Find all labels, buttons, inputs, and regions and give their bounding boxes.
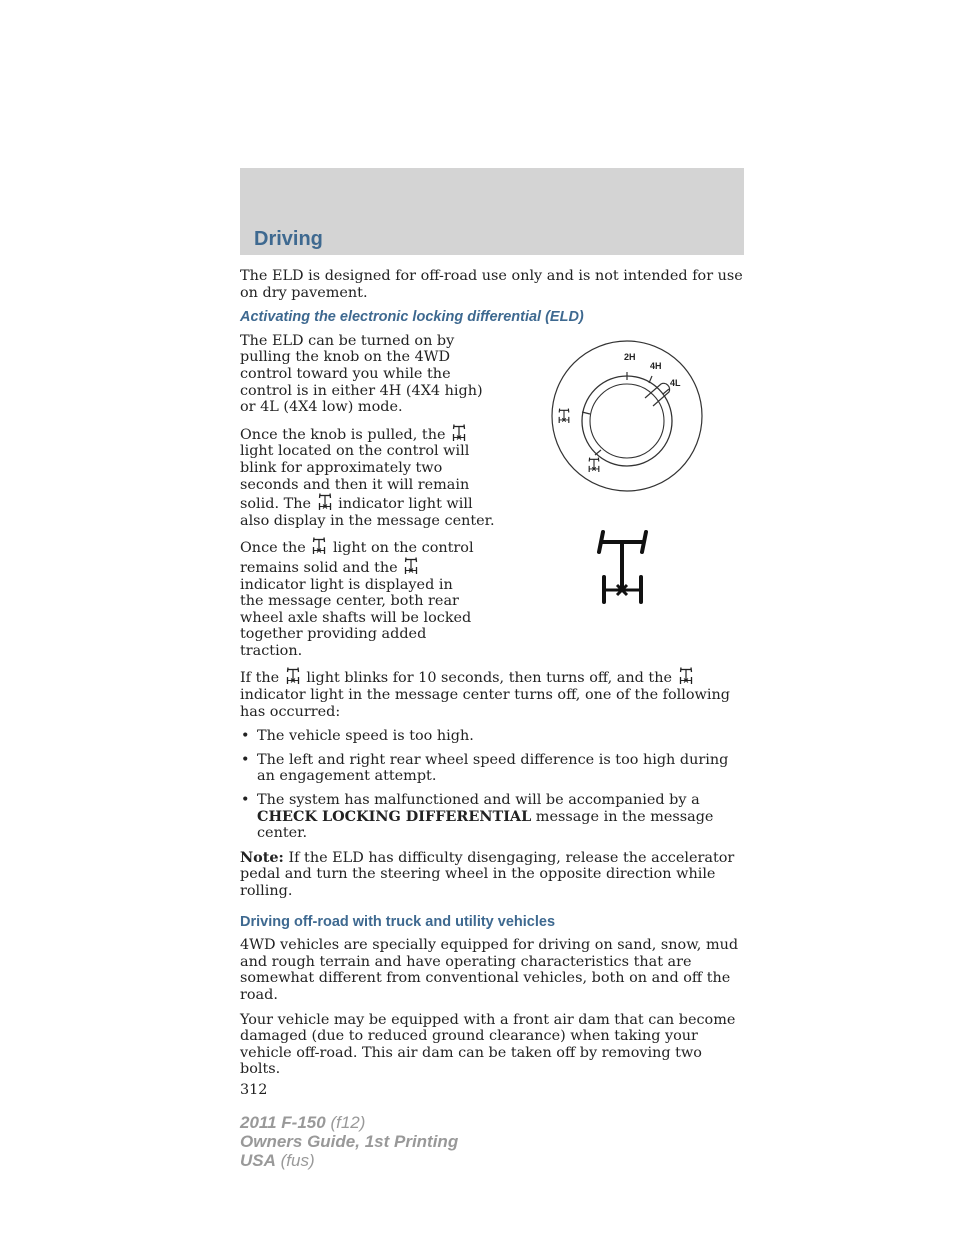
- eld-icon: [678, 667, 694, 685]
- offroad-heading: Driving off-road with truck and utility vehicles: [240, 913, 556, 930]
- eld-icon: [403, 557, 419, 575]
- page-number: 312: [240, 1081, 268, 1098]
- 4wd-paragraph: 4WD vehicles are specially equipped for driving on sand, snow, mud and rough terrain and have operating characteristics that are somewhat different from conventional vehicles, both on and off the road.: [240, 937, 739, 1003]
- dial-label-2h: 2H: [624, 352, 636, 362]
- knob-pulled-paragraph: Once the knob is pulled, the light located on the control will blink for approximately two seconds and then it will remain solid. The indicator light will also display in the message center.: [240, 424, 496, 530]
- eld-icon: [559, 409, 569, 423]
- air-dam-paragraph: Your vehicle may be equipped with a front air dam that can become damaged (due to reduced ground clearance) when taking your vehicle off-road. This air dam can be taken off by removing two bolts.: [240, 1011, 736, 1078]
- list-item: • The system has malfunctioned and will be accompanied by a CHECK LOCKING DIFFERENTIAL message in the message center.: [240, 792, 744, 842]
- section-title: Driving: [254, 228, 323, 250]
- footer-region-code: (fus): [280, 1151, 315, 1170]
- eld-icon: [317, 493, 333, 511]
- dial-label-4l: 4L: [670, 378, 681, 388]
- intro-paragraph: The ELD is designed for off-road use only and is not intended for use on dry pavement.: [240, 268, 743, 301]
- 4wd-control-dial: [549, 340, 707, 496]
- note-paragraph: Note: If the ELD has difficulty disengaging, release the accelerator pedal and turn the steering wheel in the opposite direction while rolling.: [240, 848, 735, 899]
- list-item: • The vehicle speed is too high.: [240, 728, 744, 745]
- eld-icon: [285, 667, 301, 685]
- eld-icon: [589, 458, 599, 472]
- dial-label-4h: 4H: [650, 361, 662, 371]
- footer-guide: Owners Guide, 1st Printing: [240, 1132, 459, 1151]
- turn-on-paragraph: The ELD can be turned on by pulling the knob on the 4WD control toward you while the control is in either 4H (4X4 high) or 4L (4X4 low) mode.: [240, 332, 483, 416]
- light-blinks-paragraph: If the light blinks for 10 seconds, then turns off, and the indicator light in the message center turns off, one of the following has occurred:: [240, 667, 744, 720]
- eld-indicator-symbol: [594, 528, 650, 604]
- eld-heading: Activating the electronic locking differential (ELD): [240, 309, 584, 326]
- eld-icon: [311, 537, 327, 555]
- footer-model: 2011 F-150: [240, 1113, 326, 1132]
- footer-region: USA: [240, 1151, 276, 1170]
- footer-code: (f12): [330, 1113, 366, 1132]
- section-header: [240, 168, 744, 255]
- condition-list: [240, 728, 744, 842]
- eld-icon: [451, 424, 467, 442]
- list-item: • The left and right rear wheel speed difference is too high during an engagement attempt.: [240, 752, 744, 785]
- light-solid-paragraph: Once the light on the control remains solid and the indicator light is displayed in the message center, both rear wheel axle shafts will be locked together providing added traction.: [240, 537, 480, 659]
- document-footer: [240, 1113, 458, 1170]
